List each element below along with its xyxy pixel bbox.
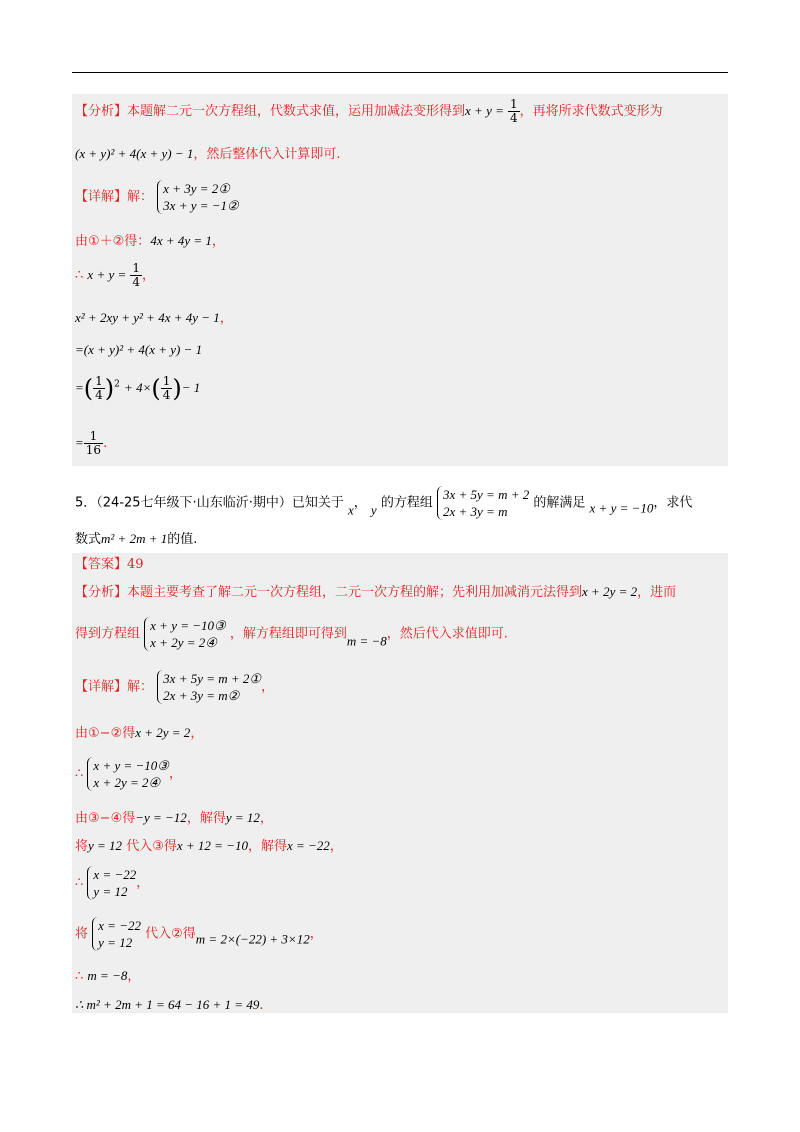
detail-label: 【详解】 — [75, 189, 128, 205]
header-rule — [72, 72, 728, 73]
step1-expr: 4x + 4y = 1 — [150, 233, 212, 248]
d-step-7: ∴ m = −8， — [75, 968, 141, 984]
step-3: x² + 2xy + y² + 4x + 4y − 1， — [75, 310, 233, 326]
analysis-line: 【分析】本题主要考查了解二元一次方程组，二元一次方程的解；先利用加减消元法得到x + 2y = 2，进而 — [75, 584, 677, 600]
step-system: x + y = −10③ x + 2y = 2④ — [87, 757, 169, 791]
analysis-text2: ，再将所求代数式变形为 — [519, 104, 663, 119]
analysis-line-2 — [75, 145, 341, 164]
fraction-one-sixteenth: $\frac{1}{16}$ — [85, 429, 102, 457]
d-step-4: 将y = 12 代入③得x + 12 = −10，解得x = −22， — [75, 838, 343, 854]
step-4 — [75, 341, 202, 360]
d-step-3: 由③−④得−y = −12，解得y = 12， — [75, 810, 273, 826]
question-5: 5．（24-25七年级下·山东临沂·期中）已知关于 x， y 的方程组 3x + 5y = m + 2 2x + 3y = m 的解满足 x + y = −10，求代 — [75, 487, 693, 519]
analysis-eq: x + y = — [465, 103, 504, 118]
fraction-one-quarter: $\frac{1}{4}$ — [95, 374, 103, 402]
therefore-symbol: ∴ — [75, 268, 84, 283]
analysis-expr: (x + y)² + 4(x + y) − 1 — [75, 146, 194, 161]
d-step-5: ∴ x = −22 y = 12 ， — [75, 867, 150, 899]
fraction-one-quarter: $\frac{1}{4}$ — [162, 374, 171, 402]
analysis-system: x + y = −10③ x + 2y = 2④ — [144, 617, 226, 651]
solution-system: x = −22 y = 12 — [92, 917, 141, 951]
question-number: 5． — [75, 495, 97, 511]
question-condition: x + y = −10 — [589, 500, 654, 516]
detail-line — [75, 180, 239, 214]
answer-label: 【答案】 — [75, 557, 128, 572]
step4-expr: =(x + y)² + 4(x + y) − 1 — [75, 342, 203, 357]
system-eq1: x + 3y = 2① — [163, 181, 230, 196]
d-step-8: ∴ m² + 2m + 1 = 64 − 16 + 1 = 49. — [75, 997, 264, 1013]
d-step-1: 由①−②得x + 2y = 2， — [75, 725, 204, 741]
analysis-text: 本题解二元一次方程组，代数式求值，运用加减法变形得到 — [127, 104, 466, 119]
step-5: =( $\frac{1}{4}$ )$^2$ + 4×( $\frac{1}{4}$ )− 1 — [75, 374, 201, 403]
solution-system: x = −22 y = 12 — [87, 866, 136, 900]
detail-line: 【详解】解： 3x + 5y = m + 2① 2x + 3y = m② ， — [75, 671, 275, 703]
question-system: 3x + 5y = m + 2 2x + 3y = m — [437, 486, 529, 520]
fraction-one-quarter: $\frac{1}{4}$ — [510, 97, 518, 125]
question-expr: m² + 2m + 1 — [101, 531, 168, 546]
system-eq2: 3x + y = −1② — [163, 198, 239, 213]
analysis-line — [75, 98, 663, 125]
analysis-text: 本题主要考查了解二元一次方程组，二元一次方程的解；先利用加减消元法得到 — [127, 585, 583, 600]
analysis-eq: x + 2y = 2 — [582, 584, 638, 599]
step2-expr: x + y = — [87, 267, 127, 282]
answer-value: 49 — [127, 557, 144, 572]
step-6: = $\frac{1}{16}$ . — [75, 429, 108, 457]
d-step-6: 将 x = −22 y = 12 代入②得m = 2×(−22) + 3×12， — [75, 918, 323, 950]
fraction-one-quarter: $\frac{1}{4}$ — [132, 261, 141, 289]
detail-label: 【详解】 — [75, 679, 128, 695]
analysis-label: 【分析】 — [75, 585, 128, 600]
analysis-label: 【分析】 — [75, 104, 128, 119]
step-2: ∴ x + y = $\frac{1}{4}$ ， — [75, 261, 156, 289]
detail-system: 3x + 5y = m + 2① 2x + 3y = m② — [157, 670, 261, 704]
equation-system — [157, 180, 239, 214]
step-1: 由①＋②得：4x + 4y = 1， — [75, 233, 225, 249]
d-step-2: ∴ x + y = −10③ x + 2y = 2④ ， — [75, 758, 182, 790]
question-source: （24-25七年级下·山东临沂·期中）已知关于 — [96, 495, 344, 511]
question-5-line-2: 数式m² + 2m + 1的值. — [75, 531, 198, 547]
analysis-line-2: 得到方程组 x + y = −10③ x + 2y = 2④ ，解方程组即可得到m = −8，然后代入求值即可. — [75, 618, 508, 650]
detail-text: 解： — [127, 189, 154, 205]
step1-text: 由①＋②得： — [75, 234, 151, 249]
answer-line — [75, 556, 144, 574]
analysis-line2-text: ，然后整体代入计算即可. — [193, 147, 341, 162]
step3-expr: x² + 2xy + y² + 4x + 4y − 1 — [75, 310, 220, 325]
